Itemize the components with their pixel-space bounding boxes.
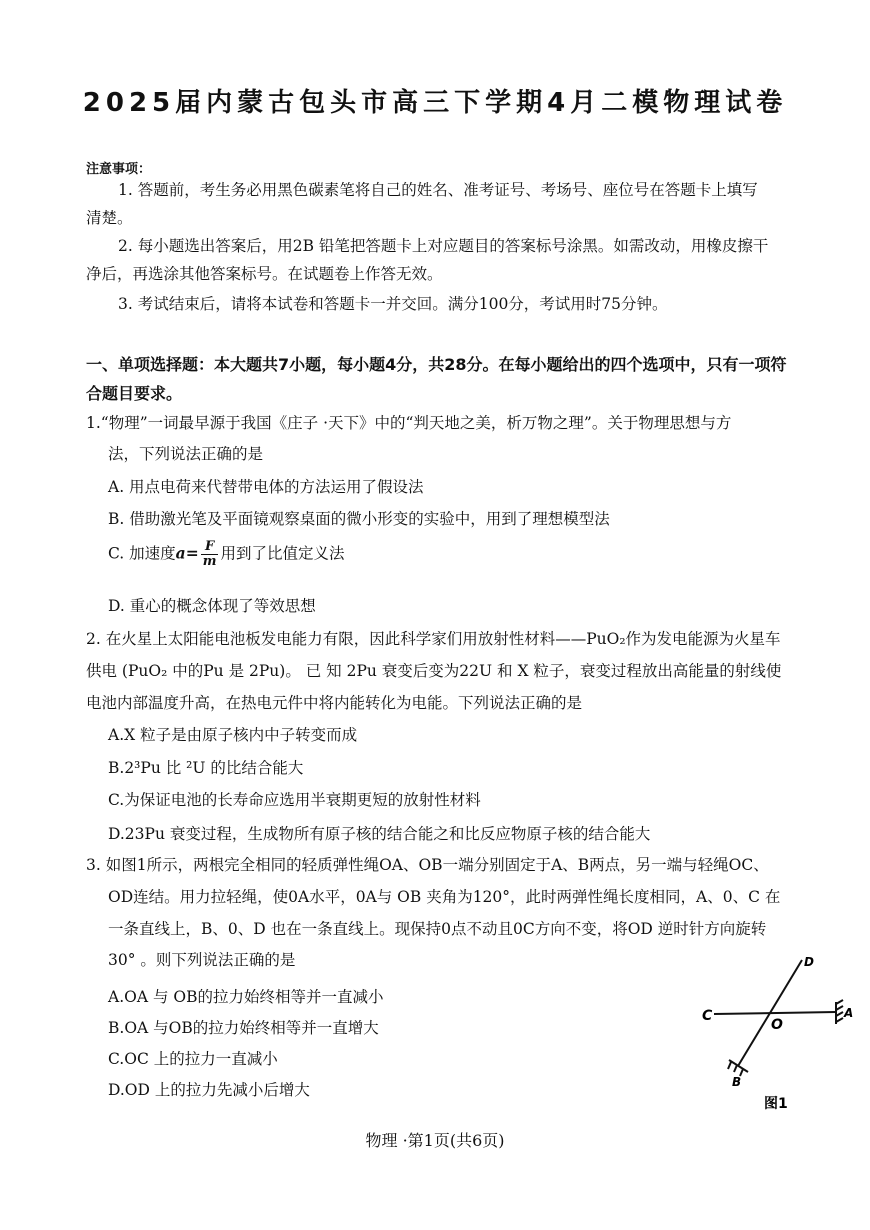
label-a: A xyxy=(844,1006,854,1020)
q3-stem-line-1: 3. 如图1所示，两根完全相同的轻质弹性绳OA、OB一端分别固定于A、B两点，另一端与轻绳OC、 xyxy=(86,856,769,874)
page-footer: 物理 ·第1页(共6页) xyxy=(365,1131,505,1150)
q3-option-b: B.OA 与OB的拉力始终相等并一直增大 xyxy=(108,1019,379,1037)
figure-1-diagram xyxy=(696,950,856,1115)
label-c: C xyxy=(702,1008,713,1024)
exam-title: 2025届内蒙古包头市高三下学期4月二模物理试卷 xyxy=(82,88,788,118)
q1-option-c-suffix: 用到了比值定义法 xyxy=(220,544,345,563)
q3-stem-line-3: 一条直线上，B、0、D 也在一条直线上。现保持0点不动且0C方向不变，将OD 逆时针方向旋转 xyxy=(108,920,767,938)
notice-item-1-line-2: 清楚。 xyxy=(86,209,133,227)
q1-formula-variable: a xyxy=(175,543,186,563)
q1-formula-equals: = xyxy=(185,543,199,563)
q1-option-b: B. 借助激光笔及平面镜观察桌面的微小形变的实验中，用到了理想模型法 xyxy=(108,510,610,528)
notice-item-2-line-1: 2. 每小题选出答案后，用2B 铅笔把答题卡上对应题目的答案标号涂黑。如需改动，用橡皮擦干 xyxy=(118,237,769,255)
q3-option-a: A.OA 与 OB的拉力始终相等并一直减小 xyxy=(108,988,384,1006)
notice-heading: 注意事项： xyxy=(86,162,152,177)
q1-option-d: D. 重心的概念体现了等效思想 xyxy=(108,597,316,615)
label-b: B xyxy=(732,1075,742,1089)
q3-option-d: D.OD 上的拉力先减小后增大 xyxy=(108,1081,310,1099)
q1-option-c-prefix: C. 加速度 xyxy=(108,544,176,563)
q1-stem-line-2: 法，下列说法正确的是 xyxy=(108,445,264,463)
q2-option-b: B.2³Pu 比 ²U 的比结合能大 xyxy=(108,759,304,777)
figure-caption: 图1 xyxy=(764,1096,788,1112)
q3-stem-line-4: 30° 。则下列说法正确的是 xyxy=(108,951,296,969)
notice-item-3: 3. 考试结束后，请将本试卷和答题卡一并交回。满分100分，考试用时75分钟。 xyxy=(118,295,668,313)
notice-item-1-line-1: 1. 答题前，考生务必用黑色碳素笔将自己的姓名、准考证号、考场号、座位号在答题卡上填写 xyxy=(118,181,758,199)
q3-stem-line-2: OD连结。用力拉轻绳，使0A水平，0A与 OB 夹角为120°，此时两弹性绳长度相同，A、0、C 在 xyxy=(108,888,781,906)
q2-option-d: D.23Pu 衰变过程，生成物所有原子核的结合能之和比反应物原子核的结合能大 xyxy=(108,825,651,843)
q2-stem-line-3: 电池内部温度升高，在热电元件中将内能转化为电能。下列说法正确的是 xyxy=(86,694,583,712)
label-o: O xyxy=(771,1017,783,1033)
q2-stem-line-2: 供电 (PuO₂ 中的Pu 是 2Pu)。 已 知 2Pu 衰变后变为22U 和 X 粒子，衰变过程放出高能量的射线使 xyxy=(86,662,782,680)
q2-option-a: A.X 粒子是由原子核内中子转变而成 xyxy=(108,726,358,744)
section-1-heading-line-1: 一、单项选择题：本大题共7小题，每小题4分，共28分。在每小题给出的四个选项中，只有一项符 xyxy=(86,355,787,374)
q1-formula-denominator: m xyxy=(202,554,217,569)
label-d: D xyxy=(804,955,814,969)
section-1-heading-line-2: 合题目要求。 xyxy=(86,384,183,403)
q1-option-a: A. 用点电荷来代替带电体的方法运用了假设法 xyxy=(108,478,424,496)
notice-item-2-line-2: 净后，再选涂其他答案标号。在试题卷上作答无效。 xyxy=(86,265,443,283)
q1-formula-numerator: F xyxy=(201,540,219,555)
q1-formula-fraction xyxy=(201,540,219,569)
q1-option-c xyxy=(108,540,345,569)
line-c-o-a xyxy=(714,1012,836,1014)
q1-stem-line-1: 1.“物理”一词最早源于我国《庄子 ·天下》中的“判天地之美，析万物之理”。关于物理思想与方 xyxy=(86,414,732,432)
q2-option-c: C.为保证电池的长寿命应选用半衰期更短的放射性材料 xyxy=(108,791,481,809)
q2-stem-line-1: 2. 在火星上太阳能电池板发电能力有限，因此科学家们用放射性材料——PuO₂作为发电能源为火星车 xyxy=(86,630,781,648)
q3-option-c: C.OC 上的拉力一直减小 xyxy=(108,1050,278,1068)
